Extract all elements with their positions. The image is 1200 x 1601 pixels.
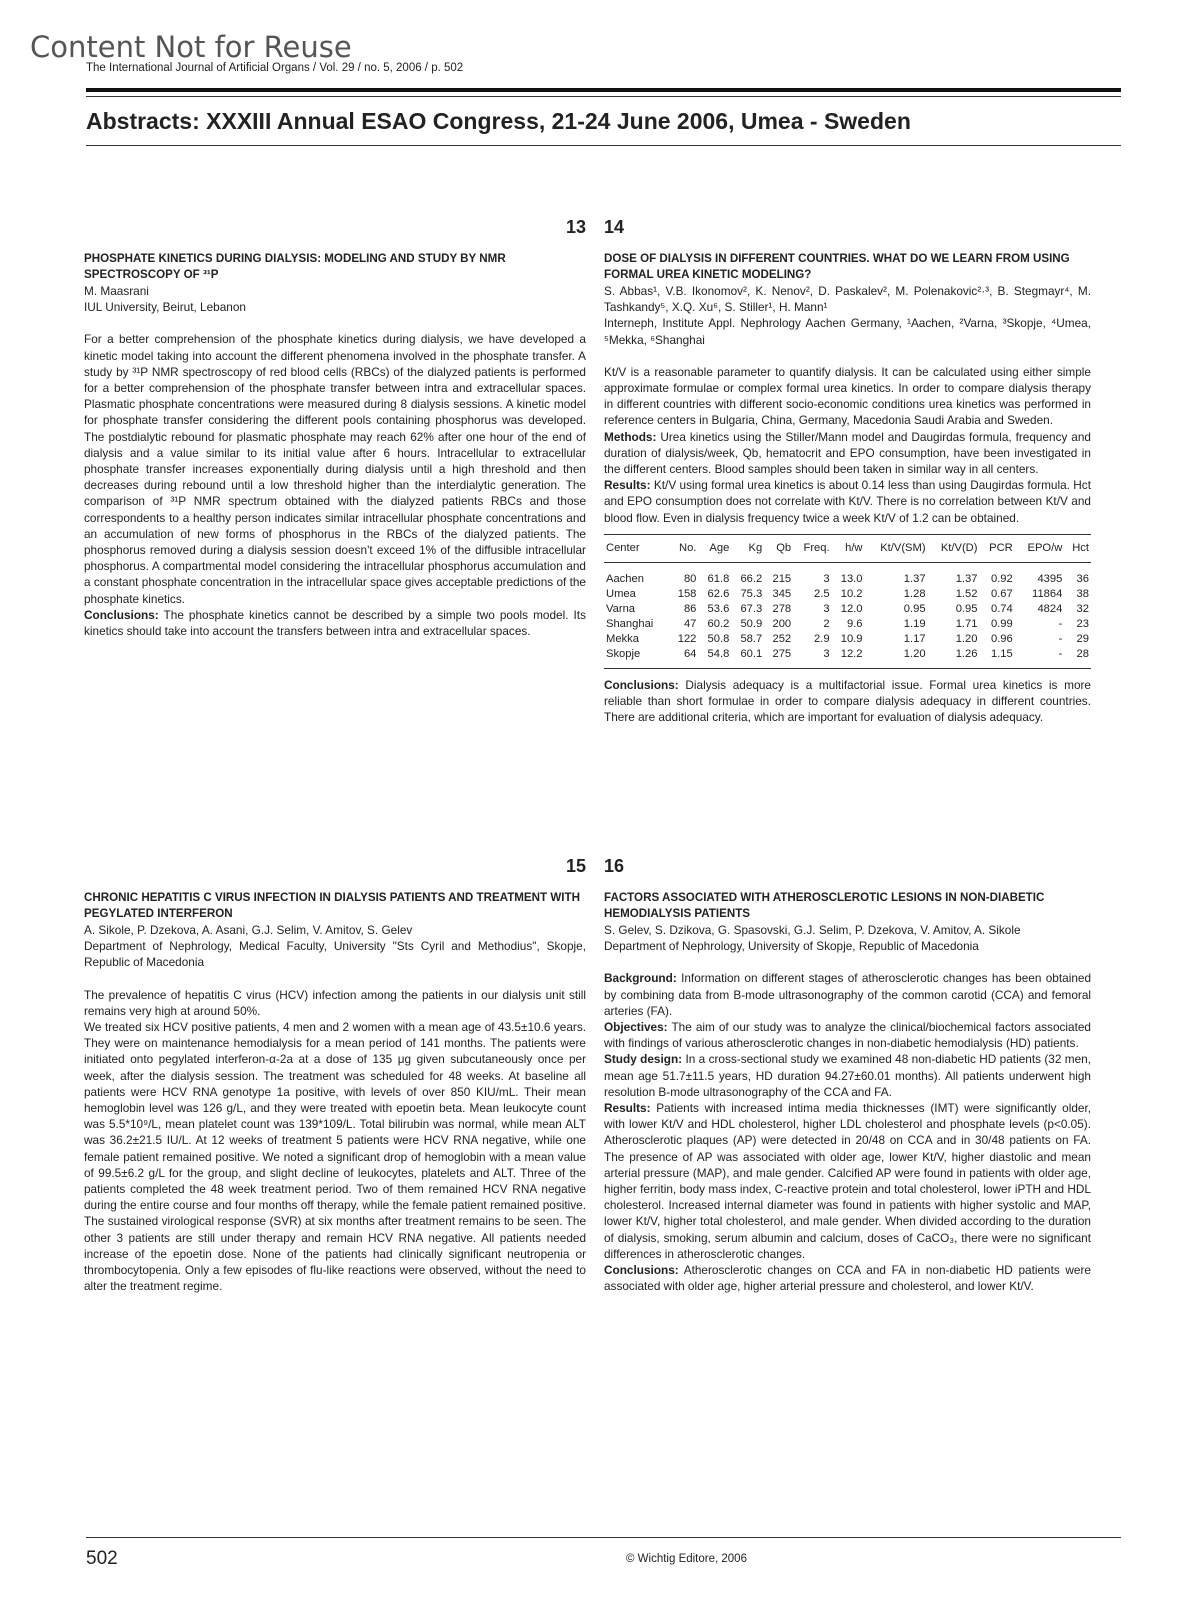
background-text: Information on different stages of atherosclerotic changes has been obtained by combining data from B-mode ultrasonography of the common carotid (CCA) and femoral arteries (FA). — [604, 971, 1091, 1018]
abstract-number: 15 — [565, 856, 586, 876]
abstract-title: PHOSPHATE KINETICS DURING DIALYSIS: MODELING AND STUDY BY NMR SPECTROSCOPY OF ³¹P — [84, 252, 506, 281]
abstract-affiliation: Department of Nephrology, Medical Faculty, University "Sts Cyril and Methodius", Skopje, Republic of Macedonia — [84, 939, 586, 970]
abstract-title: CHRONIC HEPATITIS C VIRUS INFECTION IN DIALYSIS PATIENTS AND TREATMENT WITH PEGYLATED INTERFERON — [84, 891, 580, 920]
results-text: Kt/V using formal urea kinetics is about 0.14 less than using Daugirdas formula. Hct and EPO consumption does not correlate with Kt/V. There is no correlation between Kt/V and blood flow. Even in dialysis frequency twice a week Kt/V of 1.2 can be obtained. — [604, 478, 1091, 525]
abstract-authors: A. Sikole, P. Dzekova, A. Asani, G.J. Selim, V. Amitov, S. Gelev — [84, 923, 413, 937]
abstract-conclusions — [84, 607, 586, 639]
table-cell: 80 — [683, 573, 697, 586]
table-cell: 66.2 — [740, 573, 763, 586]
table-cell: 9.6 — [846, 618, 863, 631]
table-cell: 11864 — [1032, 588, 1063, 601]
abstract-paragraph-1: The prevalence of hepatitis C virus (HCV) infection among the patients in our dialysis unit still remains very high at around 50%. — [84, 987, 586, 1018]
table-cell: 1.26 — [928, 647, 980, 669]
table-cell: 1.37 — [903, 573, 926, 586]
table-cell: 1.20 — [865, 647, 928, 669]
table-cell: - — [1058, 618, 1063, 631]
table-cell: 86 — [683, 603, 697, 616]
table-cell: 158 — [677, 588, 697, 601]
table-header-cell: Kg — [731, 534, 764, 562]
journal-citation: The International Journal of Artificial Organs / Vol. 29 / no. 5, 2006 / p. 502 — [86, 62, 464, 74]
table-header-cell: No. — [669, 534, 698, 562]
results-label: Results: — [604, 1101, 651, 1116]
table-cell: 60.1 — [731, 647, 764, 669]
methods-label: Methods: — [604, 429, 657, 444]
abstract-authors: S. Gelev, S. Dzikova, G. Spasovski, G.J. Selim, P. Dzekova, V. Amitov, A. Sikole — [604, 923, 1021, 937]
table-header-row — [604, 534, 1091, 562]
abstract-title: DOSE OF DIALYSIS IN DIFFERENT COUNTRIES. WHAT DO WE LEARN FROM USING FORMAL UREA KINETIC MODELING? — [604, 252, 1070, 281]
design-label: Study design: — [604, 1052, 683, 1067]
table-cell: 36 — [1076, 573, 1089, 586]
abstract-intro: Kt/V is a reasonable parameter to quantify dialysis. It can be calculated using either simple approximate formulae or complex formal urea kinetics. In order to compare dialysis therapy in different countries with different socio-economic conditions urea kinetics was performed in reference centers in Bulgaria, China, Germany, Macedonia Saudi Arabia and Sweden. — [604, 364, 1091, 428]
background-label: Background: — [604, 971, 677, 986]
table-cell: - — [1015, 647, 1065, 669]
abstract-authors: M. Maasrani — [84, 284, 149, 298]
table-cell: 2 — [823, 618, 830, 631]
abstract-design — [604, 1051, 1091, 1100]
table-header-cell: EPO/w — [1015, 534, 1065, 562]
table-header-cell: PCR — [979, 534, 1014, 562]
title-rule — [86, 145, 1121, 146]
abstract-results — [604, 1100, 1091, 1262]
results-text: Patients with increased intima media thicknesses (IMT) were significantly older, with lower Kt/V and HDL cholesterol, higher LDL cholesterol and phosphate levels (p<0.05). Atherosclerotic plaques (AP) were detected in 20/48 on CCA and in 30/48 patients on FA. The presence of AP was associated with older age, lower Kt/V, higher diastolic and mean arterial pressure (MAP), and male gender. Calcified AP were found in patients with older age, higher ferritin, body mass index, C-reactive protein and total cholesterol, lower iPTH and HDL cholesterol. Increased internal diameter was found in patients with higher systolic and MAP, lower Kt/V, higher total cholesterol, and male gender. When divided according to the duration of dialysis, smoking, serum albumin and calcium, doses of CaCO₃, there were no significant differences in atherosclerotic changes. — [604, 1101, 1092, 1261]
table-cell: 58.7 — [740, 633, 763, 646]
design-text: In a cross-sectional study we examined 48 non-diabetic HD patients (32 men, mean age 51.7±11.5 years, HD duration 94.27±60.01 months). All patients underwent high resolution B-mode ultrasonography of the CCA and FA. — [604, 1052, 1091, 1099]
abstract-conclusions — [604, 1262, 1091, 1294]
table-cell: 4824 — [1037, 603, 1063, 616]
table-cell: 12.0 — [840, 603, 863, 616]
abstract-number: 16 — [604, 856, 625, 876]
table-header-cell: h/w — [832, 534, 865, 562]
abstract-objectives — [604, 1019, 1091, 1051]
table-cell: 345 — [772, 588, 792, 601]
table-cell: 64 — [669, 647, 698, 669]
table-cell: 275 — [764, 647, 793, 669]
table-cell: 0.99 — [990, 618, 1013, 631]
table-cell: Mekka — [606, 633, 639, 646]
table-cell: 1.19 — [903, 618, 926, 631]
table-cell: Umea — [606, 588, 636, 601]
abstract-affiliation: IUL University, Beirut, Lebanon — [84, 300, 246, 315]
table-cell: 0.96 — [990, 633, 1013, 646]
header-rule-thick — [86, 88, 1121, 92]
table-cell: 200 — [772, 618, 792, 631]
table-cell: 1.71 — [955, 618, 978, 631]
table-cell: 10.2 — [840, 588, 863, 601]
dialysis-table — [604, 534, 1091, 669]
table-header-cell: Freq. — [793, 534, 831, 562]
table-cell: 1.17 — [903, 633, 926, 646]
conclusions-label: Conclusions: — [604, 678, 679, 693]
abstract-paragraph-2: We treated six HCV positive patients, 4 men and 2 women with a mean age of 43.5±10.6 years. They were on maintenance hemodialysis for a mean period of 141 months. The patients were initiated onto pegylated interferon-α-2a at a dose of 135 μg given subcutaneously once per week, after the dialysis session. The treatment was scheduled for 48 weeks. At baseline all patients were HCV RNA genotype 1a positive, with levels of over 850 KIU/mL. Their mean hemoglobin level was 126 g/L, and they were treated with epoetin beta. Mean leukocyte count was 5.5*10⁹/L, mean platelet count was 139*109/L. Total bilirubin was normal, while mean ALT was 36.2±21.5 IU/L. At 12 weeks of treatment 5 patients were HCV RNA negative, while one female patient remained positive. We noted a significant drop of hemoglobin with a mean value of 99.5±6.2 g/L for the group, and slight decline of leukocytes, platelets and ALT. Three of the patients completed the 48 week treatment period. Two of them remained HCV RNA negative during the entire course and four months off therapy, while the female patient remained positive. The sustained virological response (SVR) at six months after treatment remains to be seen. The other 3 patients are still under therapy and remain HCV RNA negative. All patients needed increase of the epoetin dose. None of the patients had clinically significant neutropenia or thrombocytopenia. Only a few episodes of flu-like reactions were observed, without the need to alter the treatment regime. — [84, 1020, 586, 1294]
abstract-number: 14 — [604, 217, 625, 237]
table-cell: 12.2 — [832, 647, 865, 669]
conclusions-label: Conclusions: — [604, 1263, 679, 1278]
abstract-authors: S. Abbas¹, V.B. Ikonomov², K. Nenov², D. Paskalev², M. Polenakovic²·³, B. Stegmayr⁴, M. Tashkandy⁵, X.Q. Xu⁶, S. Stiller¹, H. Mann¹ — [604, 284, 1091, 315]
table-cell: 50.8 — [707, 633, 730, 646]
table-cell: 1.28 — [903, 588, 926, 601]
abstract-affiliation: Interneph, Institute Appl. Nephrology Aachen Germany, ¹Aachen, ²Varna, ³Skopje, ⁴Umea, ⁵Mekka, ⁶Shanghai — [604, 316, 1091, 347]
table-cell: 54.8 — [698, 647, 731, 669]
table-cell: 1.20 — [955, 633, 978, 646]
table-cell: 32 — [1076, 603, 1089, 616]
table-cell: 3 — [793, 647, 831, 669]
abstract-title: FACTORS ASSOCIATED WITH ATHEROSCLEROTIC LESIONS IN NON-DIABETIC HEMODIALYSIS PATIENTS — [604, 891, 1045, 920]
table-cell: 61.8 — [707, 573, 730, 586]
table-header-cell: Qb — [764, 534, 793, 562]
conclusions-text: Atherosclerotic changes on CCA and FA in non-diabetic HD patients were associated with older age, higher arterial pressure and cholesterol, and lower Kt/V. — [604, 1263, 1091, 1294]
table-header-cell: Hct — [1064, 534, 1091, 562]
table-cell: 3 — [823, 573, 830, 586]
conclusions-text: The phosphate kinetics cannot be described by a simple two pools model. Its kinetics should take into account the transfers between intra and extracellular spaces. — [84, 607, 586, 639]
table-cell: 0.95 — [955, 603, 978, 616]
abstract-body: For a better comprehension of the phosphate kinetics during dialysis, we have developed a kinetic model taking into account the different phenomena involved in the phosphate transfer. A study by ³¹P NMR spectroscopy of red blood cells (RBCs) of the dialyzed patients is performed for a better comprehension of the phosphate transfer between intra and extracellular spaces. Plasmatic phosphate concentrations were measured during 8 dialysis sessions. A kinetic model for phosphate transfer considering the different pools containing phosphorus was developed. The postdialytic rebound for plasmatic phosphate may reach 62% after one hour of the end of dialysis and a value similar to its initial value after 6 hours. Intracellular to extracellular phosphate transfer increases exponentially during dialysis until a high threshold and then decreases during rebound until a low threshold higher than the interdialytic generation. The comparison of ³¹P NMR spectrum obtained with the dialyzed patients RBCs and those correspondents to a healthy person indicates similar intracellular phosphate concentrations and an accumulation of new forms of phosphorus in the RBCs of the dialyzed patients. The phosphorus removed during a dialysis session doesn't exceed 1% of the diffusible intracellular phosphorus. A compartmental model considering the intracellular phosphorus accumulation and a constant phosphate concentration in the intracellular space gives acceptable predictions of the phosphate kinetics. — [84, 332, 586, 606]
table-cell: 2.9 — [814, 633, 830, 646]
table-cell: 1.52 — [955, 588, 978, 601]
table-cell: 1.37 — [955, 573, 978, 586]
table-row — [604, 632, 1091, 647]
table-cell: 38 — [1076, 588, 1089, 601]
abstract-14 — [604, 219, 1091, 726]
table-cell: 0.74 — [990, 603, 1013, 616]
table-header-cell: Age — [698, 534, 731, 562]
table-cell: 122 — [677, 633, 697, 646]
copyright: © Wichtig Editore, 2006 — [626, 1553, 747, 1565]
table-cell: 278 — [772, 603, 792, 616]
table-cell: Aachen — [606, 573, 644, 586]
methods-text: Urea kinetics using the Stiller/Mann model and Daugirdas formula, frequency and duration of dialysis/week, Qb, hematocrit and EPO consumption, have been investigated in the different centers. Blood samples should been taken in similar way in all centers. — [604, 429, 1091, 477]
conclusions-label: Conclusions: — [84, 607, 159, 622]
watermark: Content Not for Reuse — [30, 30, 352, 64]
objectives-text: The aim of our study was to analyze the clinical/biochemical factors associated with findings of various atherosclerotic changes in non-diabetic hemodialysis (HD) patients. — [604, 1020, 1091, 1051]
table-cell: 0.67 — [990, 588, 1013, 601]
table-header-cell: Kt/V(D) — [928, 534, 980, 562]
table-cell: 3 — [823, 603, 830, 616]
table-cell: Skopje — [604, 647, 669, 669]
header-rule-thin — [86, 96, 1121, 97]
table-cell: - — [1058, 633, 1063, 646]
table-cell: 0.92 — [990, 573, 1013, 586]
table-cell: 215 — [772, 573, 792, 586]
table-row — [604, 647, 1091, 669]
results-label: Results: — [604, 478, 651, 493]
table-row — [604, 617, 1091, 632]
table-cell: 10.9 — [840, 633, 863, 646]
table-cell: 62.6 — [707, 588, 730, 601]
table-cell: 47 — [683, 618, 697, 631]
table-header-cell: Center — [604, 534, 669, 562]
table-cell: 0.95 — [903, 603, 926, 616]
objectives-label: Objectives: — [604, 1020, 668, 1035]
table-body — [604, 563, 1091, 669]
table-cell: 1.15 — [979, 647, 1014, 669]
table-cell: 13.0 — [840, 573, 863, 586]
table-row — [604, 587, 1091, 602]
table-cell: 4395 — [1037, 573, 1063, 586]
table-row — [604, 563, 1091, 588]
abstract-number: 13 — [565, 217, 586, 237]
abstract-background — [604, 970, 1091, 1019]
table-cell: Shanghai — [606, 618, 654, 631]
table-cell: 75.3 — [740, 588, 763, 601]
table-cell: 60.2 — [707, 618, 730, 631]
page-title: Abstracts: XXXIII Annual ESAO Congress, 21-24 June 2006, Umea - Sweden — [86, 108, 911, 134]
table-cell: 29 — [1076, 633, 1089, 646]
table-row — [604, 602, 1091, 617]
table-cell: 23 — [1076, 618, 1089, 631]
conclusions-text: Dialysis adequacy is a multifactorial issue. Formal urea kinetics is more reliable than short formulae in order to compare dialysis adequacy in different countries. There are additional criteria, which are important for evaluation of dialysis adequacy. — [604, 678, 1091, 725]
footer-rule — [86, 1537, 1121, 1538]
table-cell: 53.6 — [707, 603, 730, 616]
abstract-conclusions — [604, 677, 1091, 726]
abstract-13 — [84, 219, 586, 639]
abstract-15 — [84, 858, 586, 1294]
abstract-16 — [604, 858, 1091, 1294]
table-cell: Varna — [606, 603, 636, 616]
table-header-cell: Kt/V(SM) — [865, 534, 928, 562]
abstract-affiliation: Department of Nephrology, University of Skopje, Republic of Macedonia — [604, 939, 979, 954]
abstract-results — [604, 477, 1091, 526]
table-cell: 252 — [772, 633, 792, 646]
page-number: 502 — [86, 1548, 118, 1569]
abstract-methods — [604, 429, 1091, 478]
table-cell: 2.5 — [814, 588, 830, 601]
table-cell: 50.9 — [740, 618, 763, 631]
table-cell: 67.3 — [740, 603, 763, 616]
table-cell: 28 — [1064, 647, 1091, 669]
